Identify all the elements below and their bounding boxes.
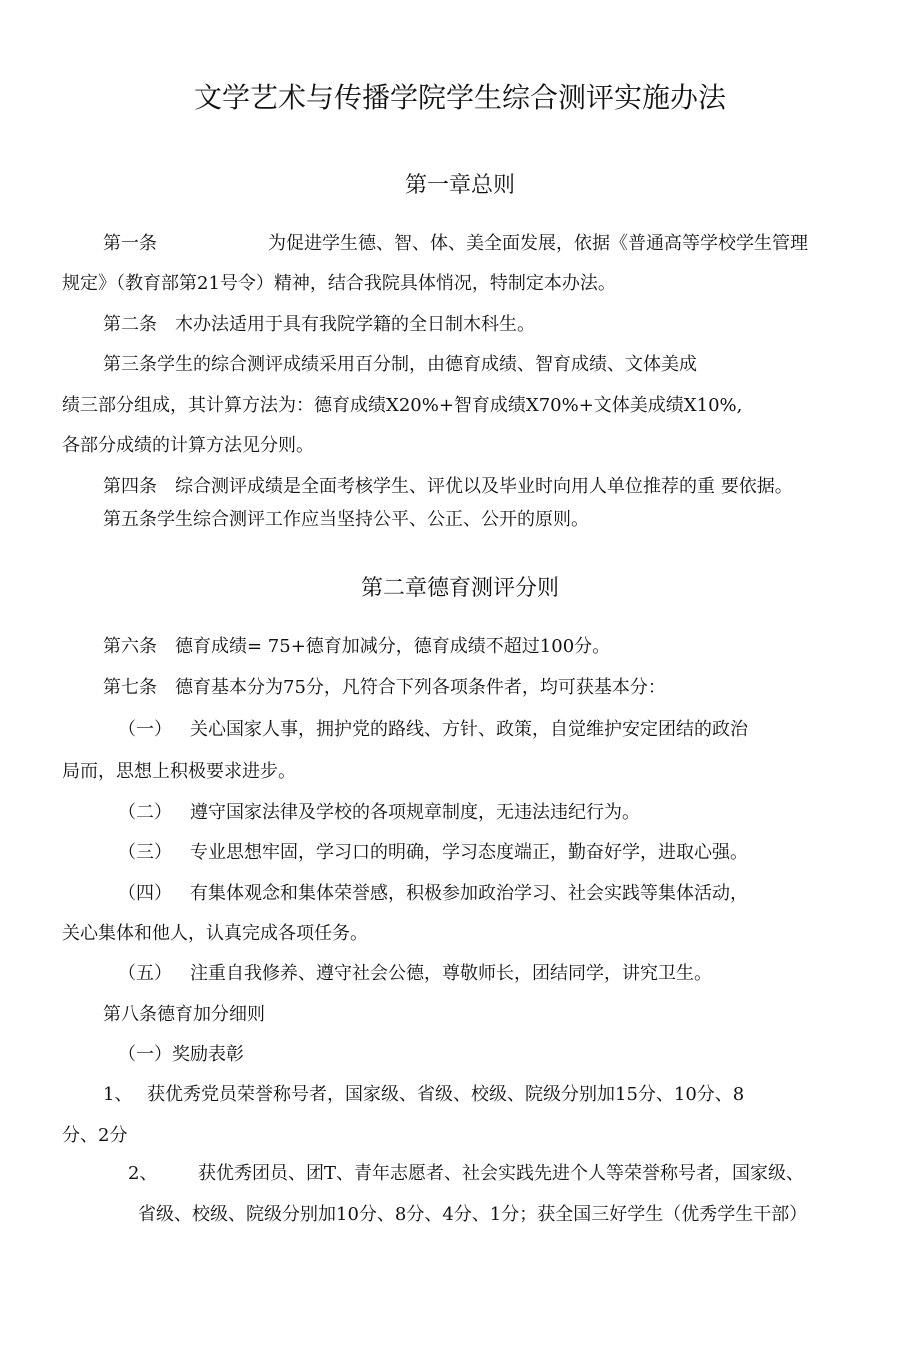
item-1-label: 1、: [103, 1084, 133, 1105]
item-1: [103, 1083, 744, 1107]
condition-3-text: 专业思想牢固，学习口的明确，学习态度端正，勤奋好学，进取心强。: [190, 842, 748, 863]
item-2-continuation: 省级、校级、院级分别加10分、8分、4分、1分；获全国三好学生（优秀学生干部）: [138, 1204, 808, 1225]
article-7-label: 第七条: [103, 677, 157, 698]
document-title: 文学艺术与传播学院学生综合测评实施办法: [193, 81, 726, 114]
chapter-1-heading: 第一章总则: [404, 173, 515, 198]
article-3-line-2: 绩三部分组成，其计算方法为：德育成绩X20%+智育成绩X70%+文体美成绩X10%,: [62, 395, 743, 416]
condition-1-label: （一）: [118, 719, 172, 740]
article-8: 第八条德育加分细则: [103, 1004, 265, 1025]
condition-2: [118, 801, 640, 825]
chapter-2-heading: 第二章德育测评分则: [360, 576, 559, 601]
article-7: [103, 676, 666, 700]
condition-3-label: （三）: [118, 842, 172, 863]
item-1-continuation: 分、2分: [62, 1125, 128, 1146]
condition-2-text: 遵守国家法律及学校的各项规章制度，无违法违纪行为。: [190, 802, 640, 823]
article-2: [103, 313, 535, 337]
item-2-label: 2、: [128, 1163, 158, 1184]
condition-5-text: 注重自我修养、遵守社会公德，尊敬师长，团结同学，讲究卫生。: [190, 963, 712, 984]
condition-4-label: （四）: [118, 883, 172, 904]
condition-4-continuation: 关心集体和他人，认真完成各项任务。: [62, 923, 368, 944]
condition-5: [118, 962, 712, 986]
article-1-label: 第一条: [103, 233, 157, 254]
article-6-text: 德育成绩= 75+德育加减分，德育成绩不超过100分。: [175, 636, 611, 657]
article-6: [103, 635, 610, 659]
article-1-text: 为促进学生德、智、体、美全面发展，依据《普通高等学校学生管理: [268, 233, 808, 254]
condition-1-continuation: 局而，思想上积极要求进步。: [62, 761, 296, 782]
article-3-line-3: 各部分成绩的计算方法见分则。: [62, 435, 314, 456]
section-awards-heading: （一）奖励表彰: [118, 1044, 244, 1065]
item-2: [128, 1162, 804, 1186]
condition-4: [118, 882, 748, 906]
condition-1: [118, 718, 748, 742]
article-4-text: 综合测评成绩是全面考核学生、评优以及毕业时向用人单位推荐的重 要依据。: [175, 476, 793, 497]
article-2-text: 木办法适用于具有我院学籍的全日制木科生。: [175, 314, 535, 335]
article-2-label: 第二条: [103, 314, 157, 335]
article-4-label: 第四条: [103, 476, 157, 497]
article-1-continuation: 规定》（教育部第21号令）精神，结合我院具体悄况，特制定本办法。: [62, 273, 616, 294]
condition-2-label: （二）: [118, 802, 172, 823]
item-1-text: 获优秀党员荣誉称号者，国家级、省级、校级、院级分别加15分、10分、8: [147, 1084, 745, 1105]
article-5: 第五条学生综合测评工作应当坚持公平、公正、公开的原则。: [103, 509, 589, 530]
item-2-text: 获优秀团员、团T、青年志愿者、社会实践先进个人等荣誉称号者，国家级、: [198, 1163, 805, 1184]
condition-3: [118, 841, 748, 865]
condition-5-label: （五）: [118, 963, 172, 984]
article-6-label: 第六条: [103, 636, 157, 657]
article-4: [103, 475, 793, 499]
article-7-text: 德育基本分为75分，凡符合下列各项条件者，均可获基本分：: [175, 677, 666, 698]
condition-4-text: 有集体观念和集体荣誉感，积极参加政治学习、社会实践等集体活动，: [190, 883, 748, 904]
condition-1-text: 关心国家人事，拥护党的路线、方针、政策，自觉维护安定团结的政治: [190, 719, 748, 740]
article-1: [103, 232, 808, 256]
article-3-line-1: 第三条学生的综合测评成绩采用百分制，由德育成绩、智育成绩、文体美成: [103, 354, 697, 375]
